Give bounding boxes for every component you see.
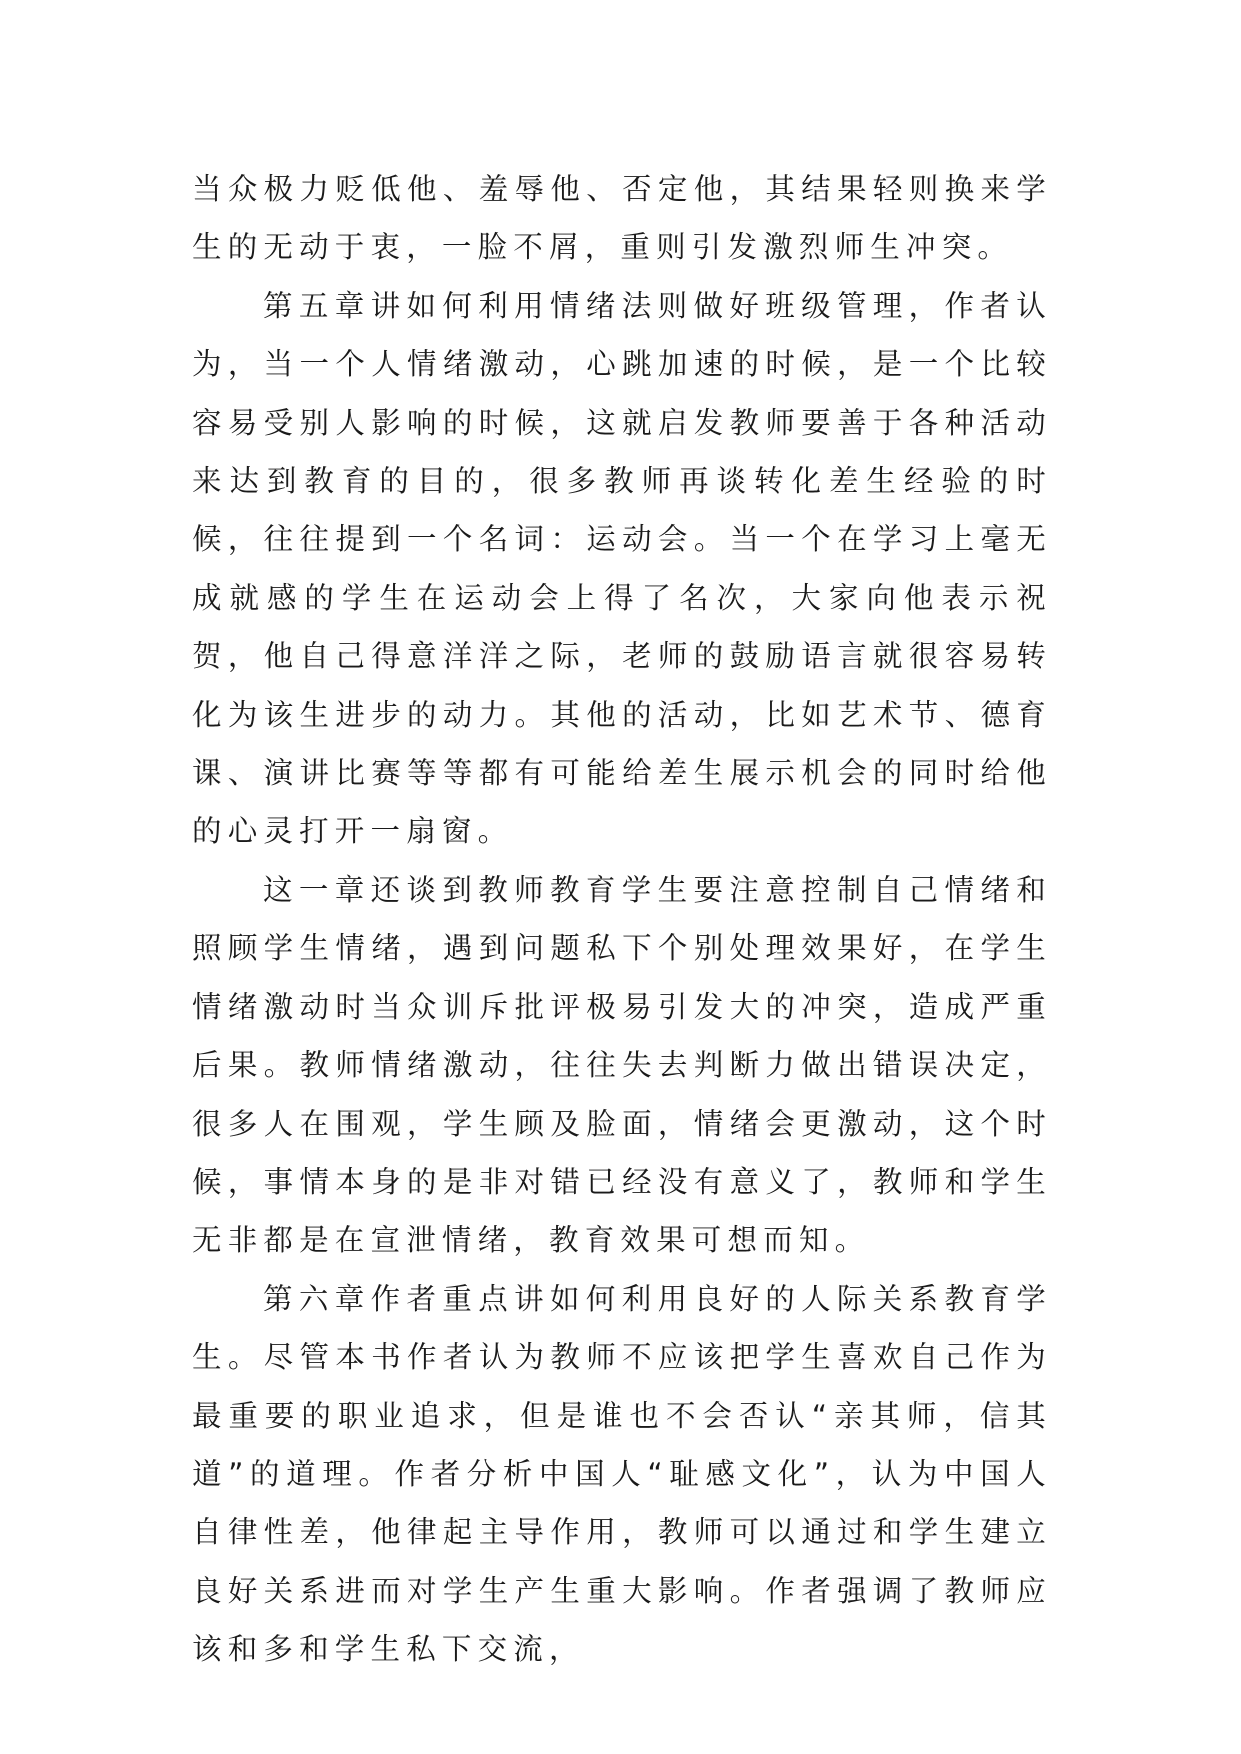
- paragraph-3: 这一章还谈到教师教育学生要注意控制自己情绪和照顾学生情绪，遇到问题私下个别处理效果好，在学生情绪激动时当众训斥批评极易引发大的冲突，造成严重后果。教师情绪激动，往往失去判断力做出错误决定，很多人在围观，学生顾及脸面，情绪会更激动，这个时候，事情本身的是非对错已经没有意义了，教师和学生无非都是在宣泄情绪，教育效果可想而知。: [192, 872, 1052, 1258]
- paragraph-1: 当众极力贬低他、羞辱他、否定他，其结果轻则换来学生的无动于衷，一脸不屑，重则引发激烈师生冲突。: [192, 172, 1052, 265]
- paragraph-2: 第五章讲如何利用情绪法则做好班级管理，作者认为，当一个人情绪激动，心跳加速的时候，是一个比较容易受别人影响的时候，这就启发教师要善于各种活动来达到教育的目的，很多教师再谈转化差生经验的时候，往往提到一个名词：运动会。当一个在学习上毫无成就感的学生在运动会上得了名次，大家向他表示祝贺，他自己得意洋洋之际，老师的鼓励语言就很容易转化为该生进步的动力。其他的活动，比如艺术节、德育课、演讲比赛等等都有可能给差生展示机会的同时给他的心灵打开一扇窗。: [192, 288, 1052, 849]
- body-text: [192, 160, 1052, 1679]
- paragraph-4: 第六章作者重点讲如何利用良好的人际关系教育学生。尽管本书作者认为教师不应该把学生喜欢自己作为最重要的职业追求，但是谁也不会否认“亲其师，信其道”的道理。作者分析中国人“耻感文化”，认为中国人自律性差，他律起主导作用，教师可以通过和学生建立良好关系进而对学生产生重大影响。作者强调了教师应该和多和学生私下交流，: [192, 1281, 1052, 1667]
